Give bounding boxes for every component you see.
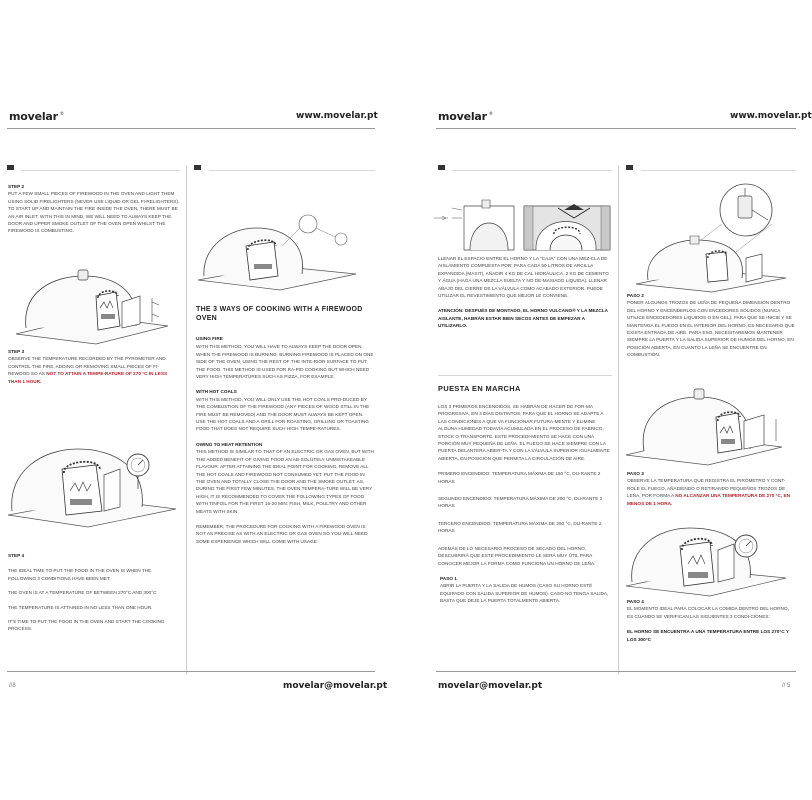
column-rule — [641, 170, 796, 171]
paso4-title: PASO 4 — [627, 599, 644, 604]
language-flag-icon — [438, 165, 445, 170]
hot-coals-text: WITH THIS METHOD, YOU WILL ONLY USE THE HOT COALS PRO-DUCED BY THE COMBUSTION OF THE FIREWOOD (ANY PIECES OF WOOD STILL IN THE FIRE MUST BE REMOVED) AND THE DOOR MUST ALWAYS BE KEPT OPEN. USE THE HOT COALS AND A GRILL FOR ROASTING, GRILLING OR TOASTING FOOD THAT DOES NOT REQUIRE SUCH HIGH TEMPE-RATURES. — [196, 396, 370, 432]
second-firing: SEGUNDO ENCENDIDO: TEMPERATURA MÁXIMA DE 200 °C, DU-RANTE 2 HORAS — [438, 496, 603, 509]
insulation-text: LLENAR EL ESPACIO ENTRE EL HORNO Y LA "CAJA" CON UNA MEZ-CLA DE AISLAMIENTO COMPUESTA POR: PARA CADA 50 LITROS DE ARCILLA EXPANDIDA (MAXIT), AÑADIR 4 KG DE CAL HIDRÁULICA, 2 KG DE CEMENTO Y ÁGUA (HAGA UNA MEZCLA SUELTA Y NO DE-MASIADO LIQUIDA). LLENAR ABAJO DEL CIERRE DE LA VÁLVULA COMO ACABADO EXTERIOR. PUEDE UTILIZAR EL REVESTIMIENTO QUE MEJOR LE CONVIENE. — [438, 256, 609, 299]
oven-pyrometer-illustration — [622, 512, 794, 596]
step3-block — [8, 348, 180, 385]
step2-text: PUT A FEW SMALL PIECES OF FIREWOOD IN THE OVEN AND LIGHT THEM USING SOLID FIRELIGHTERS (NEVER USE LIQUID OR GEL FI-RELIGHTERS). TO START UP AND MAINTAIN THE FIRE INSIDE THE OVEN, THERE MUST BE AN AIR INLET. WITH THIS IN MIND, WE WILL NEED TO ALWAYS KEEP THE DOOR AND UPPER SMOKE OUTLET OF THE OVEN OPEN WHILST THE FIREWOOD IS COMBUSTING. — [8, 191, 180, 234]
oven-firewood-illustration — [12, 262, 172, 344]
language-flag-icon — [626, 165, 633, 170]
remember-note: REMEMBER, THE PROCEDURE FOR COOKING WITH A FIREWOOD OVEN IS NOT AS PRECISE AS WITH AN ELECTRIC OR GAS OVEN SO YOU WILL NEED SOME EXPERIENCE WHICH WILL COME WITH USAGE. — [196, 523, 368, 544]
hot-coals-title: WITH HOT COALS — [196, 389, 237, 395]
contact-email[interactable]: movelar@movelar.pt — [438, 681, 543, 691]
paso2-title: PASO 2 — [627, 293, 644, 298]
paso2-text: PONER ALGUNOS TROZOS DE LEÑA DE PEQUEÑA DIMENSIÓN DENTRO DEL HORNO Y ENCENDERLOS CON ENCEDORES SÓLIDOS (NUNCA UTILICE ENCEDEDORES LIQUIDOS O EN GEL). PARA QUE SE INICIE Y SE MANTENGA EL FUEGO EN EL INTERIOR DEL HORNO, ES NECESARIO QUE EXISTA ENTRADA DE AIRE. PARA ESO, NECESITAREMOS MANTENER SIEMPRE LA PUERTA Y LA SALIDA SUPERIOR DE HUMOS DEL HORNO, EN POSICIÓN ABIERTA, EN CUANTO LA LEÑA SE ENCUENTRE EN COMBUSTIÓN. — [627, 300, 795, 358]
page-number: // 5 — [782, 683, 791, 689]
attention-note: ATENCIÓN: DESPUÉS DE MONTADO, EL HORNO VULCANO® Y LA MEZCLA AISLANTE, HABRÁN ESTAR BIEN SECOS ANTES DE EMPEZAR A UTILIZARLO. — [438, 308, 608, 329]
oven-firewood-illustration — [622, 375, 792, 465]
step2-title: STEP 2 — [8, 184, 25, 189]
first-firing: PRIMERO ENCENDIDO: TEMPERATURA MÁXIMA DE 150 °C, DU-RANTE 2 HORAS — [438, 471, 601, 484]
step4-conclusion: IT'S TIME TO PUT THE FOOD IN THE OVEN AND START THE COOKING PROCESS. — [8, 619, 165, 632]
language-flag-icon — [7, 165, 14, 170]
contact-email[interactable]: movelar@movelar.pt — [283, 681, 388, 691]
left-page — [0, 0, 400, 800]
footer-divider — [436, 671, 796, 672]
using-fire-text: WITH THIS METHOD, YOU WILL HAVE TO ALWAYS KEEP THE DOOR OPEN WHEN THE FIREWOOD IS BURNING. BURNING FIREWOOD IS PLACED ON ONE SIDE OF THE OVEN, USING THE REST OF THE INTE-RIOR SURFACE TO PUT THE FOOD. THIS METHOD IS USED FOR RA-PID COOKING BUT WHICH NEED VERY HIGH TEMPERATURES SUCH AS PIZZA, FOR EXAMPLE. — [196, 344, 374, 380]
step2-block — [8, 183, 180, 235]
paso3-text: OBSERVE LA TEMPERATURA QUE REGISTRA EL PIRÓMETRO Y CONT-ROLE EL FUEGO, AÑADIENDO O RETIRANDO PEQUEÑOS TROZOS DE LEÑA, POR FORMA A NO ALCANZAR UNA TEMPERATURA DE 270 °C, EN MENOS DE 1 HORA. — [627, 478, 791, 506]
column-rule — [452, 170, 612, 171]
section-rule — [438, 375, 612, 376]
startup-section — [438, 384, 612, 605]
heat-retention-text: THIS METHOD IS SIMILAR TO THAT OF AN ELECTRIC OR GAS OVEN, BUT WITH THE ADDED BENEFIT OF GIVING FOOD AN AB-SOLUTELY UNMISTAKEABLE FLAVOUR. AFTER ATTAINING THE IDEAL POINT FOR COOKING, REMOVE ALL THE HOT COALS AND FIREWOOD NOT CONSUMED YET. PUT THE FOOD IN THE OVEN AND TOTALLY CLOSE THE DOOR AND THE SMOKE OUTLET. AS, DURING THE FIRST FEW MINUTES, THE OVEN TEMPERA-TURE WILL BE VERY HIGH, IT IS RECOMMENDED TO COVER THE FOLLOWING TYPES OF FOOD WITH TINFOIL FOR THE FIRST 15-20 MIN: FISH, MILK, POULTRY AND OTHER MEATS WITH SKIN. — [196, 449, 374, 514]
step4-block — [8, 552, 180, 633]
startup-title: PUESTA EN MARCHA — [438, 384, 521, 393]
header-divider — [436, 128, 796, 129]
column-rule — [22, 170, 180, 171]
paso2-block — [627, 292, 795, 359]
cooking-methods-title: THE 3 WAYS OF COOKING WITH A FIREWOOD OVEN — [196, 306, 363, 322]
third-firing: TERCERO ENCENDIDO: TEMPERATURA MÁXIMA DE 250 °C, DU-RANTE 2 HORAS — [438, 520, 602, 534]
drying-note: ADEMÁS DE LO NECESARIO PROCESO DE SECADO DEL HORNO, DESCUBRIRÁ QUE ESTE PROCEDIMIENTO LE SERÁ MUY ÚTIL PARA CONOCER MEJOR LA FORMA COMO FUNCIONA UN HORNO DE LEÑA. — [438, 545, 596, 566]
column-divider — [186, 165, 187, 675]
cooking-methods-section — [196, 305, 374, 545]
brand-logo: movelar ® — [9, 110, 64, 123]
oven-closeup-illustration — [196, 212, 368, 290]
step3-title: STEP 3 — [8, 349, 25, 354]
brand-logo: movelar ® — [438, 110, 493, 123]
step4-intro: THE IDEAL TIME TO PUT THE FOOD IN THE OVEN IS WHEN THE FOLLOWING 3 CONDITIONS HAVE BEEN MET: — [8, 568, 152, 581]
header-divider — [7, 128, 375, 129]
paso1-text: ABRIR LA PUERTA Y LA SALIDA DE HUMOS (CASO SU HORNO ESTÉ EQUIPADO CON SALIDA SUPERIOR DE HUMOS). CASO NO TENGA SALIDA, BASTA QUE DEJE LA PUERTA TOTALMENTE ABIERTA. — [440, 583, 609, 604]
paso3-warning: NO ALCANZAR UNA TEMPERATURA DE 270 °C, EN MENOS DE 1 HORA. — [627, 493, 791, 506]
insulation-block — [438, 255, 610, 330]
using-fire-title: USING FIRE — [196, 336, 223, 341]
paso3-block — [627, 470, 795, 507]
step4-title: STEP 4 — [8, 553, 25, 558]
smoke-valve-illustration — [626, 180, 798, 292]
paso4-text: EL MOMENTO IDEAL PARA COLOCAR LA COMIDA DENTRO DEL HORNO, ES CUANDO SE VERIFICAN LAS SIGUIENTES 3 CONDI-CIONES: — [627, 606, 789, 619]
website-url[interactable]: www.movelar.pt — [296, 111, 378, 121]
step3-warning: NOT TO ATTAIN A TEMPE-RATURE OF 270 °C IN LESS THAN 1 HOUR. — [8, 371, 168, 384]
step4-condition-time: THE TEMPERATURE IS ATTAINED IN NO LESS THAN ONE HOUR. — [8, 604, 153, 610]
oven-pyrometer-illustration — [6, 435, 178, 527]
heat-retention-title: OWING TO HEAT RETENTION — [196, 441, 263, 447]
page-number: //8 — [9, 683, 16, 689]
column-rule — [209, 170, 375, 171]
language-flag-icon — [194, 165, 201, 170]
paso4-block — [627, 598, 795, 643]
step3-text: OBSERVE THE TEMPERATURE RECORDED BY THE PYROMETER AND CONTROL THE FIRE, ADDING OR REMOVING SMALL PIECES OF FI-REWOOD SO AS NOT TO ATTAIN A TEMPE-RATURE OF 270 °C IN LESS THAN 1 HOUR. — [8, 356, 168, 384]
insulation-diagram-illustration — [434, 188, 612, 250]
paso3-title: PASO 3 — [627, 471, 644, 476]
right-page — [400, 0, 812, 800]
paso4-condition: EL HORNO SE ENCUENTRA A UNA TEMPERATURA ENTRE LOS 270°C Y LOS 300°C — [627, 629, 789, 642]
column-divider — [618, 165, 619, 675]
step4-condition-temperature: THE OVEN IS AT A TEMPERATURE OF BETWEEN 270°C AND 300°C — [8, 590, 157, 596]
paso1-title: PASO 1 — [440, 575, 457, 581]
website-url[interactable]: www.movelar.pt — [730, 111, 812, 121]
footer-divider — [7, 671, 375, 672]
startup-intro: LOS 3 PRIMEROS ENCENDIDOS, SE HABRÁN DE HACER DE FOR-MA PROGRESIVA, EN 3 DÍAS DISTINTOS, PARA QUE EL HORNO SE ADAPTE A LAS CONDICIONES A QUE VA FUNCIONAR FUTURA-MENTE Y ELIMINE ALGUNA HUMEDAD TODAVÍA ACUMULADA EN EL PROCESO DE FABRICO, STOCK O TRANSPORTE. ESTE PROCEDI-MIENTO SE HACE CON UNA PORCIÓN MUY PEQUEÑA DE LEÑA. EL FUEGO SE HACE SIEMPRE CON LA PUERTA DELANTERA ABIER-TA Y CON LA VÁLVULA SUPERIOR IGUALMENTE ABIERTA, EN POSICIÓN QUE PERMITA LA CIRCULACIÓN DE AIRE. — [438, 404, 610, 461]
